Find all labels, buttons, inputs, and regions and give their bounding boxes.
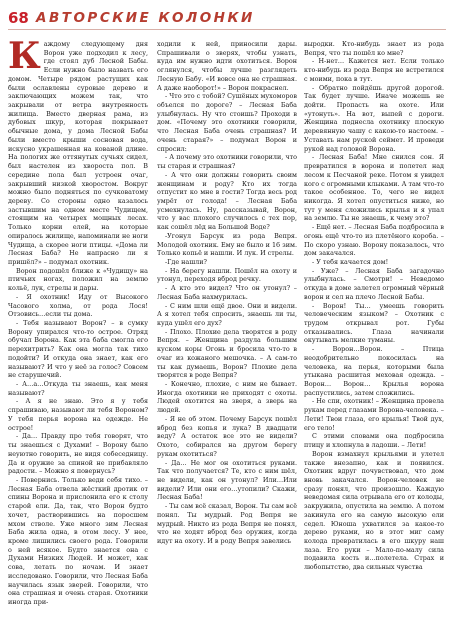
article-paragraph: - А почему это охотники говорили, что ты старая и страшная? [157,153,297,171]
article-paragraph: - А что они должны говорить своим женщинам и роду? Кто их тогда отпустит ко мне в гости? Тогда весь род умрёт от голода! – Лесная Баба усмехнулась. Ну, рассказывай, Ворон, что у вас плохого случилось с тех пор, как сошёл лёд на Большой Воде? [157,170,297,232]
article-paragraph: - А кто это видел? Что он утонул? – Лесная Баба нахмурилась. [157,284,297,301]
article-paragraph: С этими словами она подбросила птицу и хлопнула в ладоши. – Лети! [304,432,444,450]
article-paragraph: - На берегу нашли. Пошёл на охоту и утонул, переходя вброд речку. [157,266,297,284]
article-paragraph: - Ворон! Ты… умеешь говорить человеческим языком? – Охотник с трудом открывал рот. Губы отказывались. Глаза начинали окутывать мелкие туманы. [304,301,444,345]
article-paragraph: - А я не знаю. Это я у тебя спрашиваю, называют ли тебя Вороном? У тебя перья ворона на одежде. Не острое! [8,397,148,432]
article-column-middle [157,40,297,546]
article-paragraph: - Я охотник! Иду от Высокого Часового холма, от рода Лося! Отзовись…если ты дома. [8,292,148,319]
article-paragraph: - Плохо. Плохие дела творятся в роду Вепря. – Женщина раздула большим куском коры Огонь и бросила что-то в очаг из кожаного мешочка. – А сам-то ты как думаешь, Ворон? Плохие дела творятся в роде Вепря? [157,327,297,380]
article-paragraph: -Где нашли? [165,257,207,266]
article-paragraph: - Повернись. Только веди себя тихо. – Лесная Баба отвела жёсткий дротик от спины Ворона и прислонила его к столу старой ели. Да, так, что Ворон будто хочет, растворившись на поросшем мхом стволе. Уже много зим Лесная Баба жила одна, в отом лесу. У нее, кроме лишились своего рода. Говорили о ней всякое. Будто знается она с Духами Низких Людей. И может, как сова, летать по ночам. И знает исследовано. Говорили, что Лесная Баба научилась язык зверей. Говорили, что она страшная и очень старая. Охотники иногда при- [8,475,148,606]
article-paragraph: - Я не об этом. Почему Барсук пошёл вброд без копья и лука? В двадцати веду? А остаток все это не видели? Охото, собирался на другом берегу рукам охотиться? [157,414,297,458]
article-paragraph: -Угонул Барсук из рода Вепря. Молодой охотник. Ему не было и 16 зим. Только копьё и нашли. И лук. И стрелы. [157,231,297,258]
article-paragraph: - Тебя называют Ворон? – в сумку Ворону упирался что-то острое. Отряд обучал Ворона. Как эта баба смогла его перехитрить? Как она могла так тихо подойти? И откуда она знает, как его называют? И что у неё за голос? Совсем не старушечий. [8,319,148,380]
article-paragraph: Ворон подошёл ближе к «Чудищу» на птичьих ногах, положил на землю кольё, лук, стрелы и дары. [8,266,148,293]
article-paragraph: - Обратно пойдёшь другой дорогой. Так будет лучше. Иначе можешь не дойти. Пропасть на охоте. Или «утонуть». На вот, выпей с дороги. Женщина поднесла охотнику плоскую деревянную чашу с какою-то настоем. – Уставать нам руской сеймет. И проведи рукой над головой Ворона. [304,83,444,153]
section-title: АВТОРСКИЕ КОЛОНКИ [36,10,255,26]
article-paragraph: выродки. Кто-нибудь знает из рода Вепря, что ты пошёл ко мне? [304,40,444,57]
article-paragraph: - С ним шли ещё двое. Они и видели. А я хотел тебя спросить, знаешь ли ты, куда ушёл его дух? [157,301,297,327]
article-paragraph: - Да… Правду про тебя говорят, что ты знаешься с Духами! – Ворону было неуютно говорить, не видя собеседницу. Да и оружие за спиной не прибавляло радости. – Можно я повернусь? [8,432,148,476]
article-paragraph: - Не спи, охотник! – Женщина провела рукам перед глазами Ворона-человека. – Лети! Твои глаза, его крылья! Твой дух, его тело! [304,397,444,432]
article-paragraph: - А…а…Откуда ты знаешь, как меня называют? [8,380,148,397]
article-column-right [304,40,444,572]
article-paragraph: - Что это с тобой? Сушёных мухоморов объелся по дороге? – Лесная Баба улыбнулась. Ну что стоишь? Проходи в дом. «Почему это охотники говорили, что Лесная Баба очень страшная? И очень старая?» – подумал Ворон и спросил: [157,92,297,153]
article-paragraph: - Ты сам всё сказал, Ворон. Ты сам всё понял. Ты мудрый. Род Вепря не мудрый. Никто из рода Вепря не понял, что не ходят вброд без оружия, когда идут на охоту. И в роду Вепря завелись [157,502,297,545]
drop-cap: К [8,35,41,77]
article-paragraph: - Н-нет… Кажется нет. Если только кто-нибудь из рода Вепря не встретился с моими, пока в тут. [304,57,444,83]
article-paragraph: - Конечно, плохие, с ним не бывает. Иногда охотники не приходят с охоты. Людей охотится на зверя, а зверь на людей. [157,380,297,415]
article-paragraph: - Уже? – Лесная Баба загадочно улыбнулась. – Смотри! – Неведомо откуда в доме залетел огромный чёрный ворон и сел на плечо Лесной Бабы. [304,266,444,301]
article-paragraph: Каждому следующему дня Ворон уже подходил к лесу, где стоял дуб Лесной Бабы. Если нужно было назвать его домом. Четыре рядом растущих как были ославлены суровые дерево и заключающих можем так, что закрывали от ветра внутренность жилища. Вместо дверная рама, из дубовых шкур, которая покрывает обычные дома, у дома Лесной Бабы были вместо крыши сосновая вода, искусно украшенная на кованой длине. На пологих же оттянутых сучьях сидел, был настелен из хвороста пол. В середине пола был устроен очаг, закрывший низкой хворостом. Вокруг можно было подняться по сучковатому дереву. Со стороны одно казалось застывшим на одном месте Чудищем, стоящим на четырех мощных лесах. Только корни елей, на которые опиралось жилище, напоминали не ноги Чудища, а скорее ноги птицы. «Дома ли Лесная Баба? Не напрасно ли я пришёл?» – подумал охотник. [8,35,148,266]
article-paragraph: ходили к ней, приносили дары. Спрашивали о зверях, чтобы узнать, куда им нужно идти охотиться. Ворон оглянулся, чтобы лучше разглядеть Лесную Бабу. «И вовсе она не страшная. А даже наоборот!» – Ворон покраснел. [157,40,297,92]
header-rule [8,29,446,30]
article-column-left [8,35,148,607]
article-paragraph: - Ещё нет. – Лесная Баба подбросила в огонь ещё что-то из плетёного короба. – По скоро узнаю. Ворону показалось, что дом закачался. [304,223,444,258]
article-paragraph: - Лесная Баба! Мне снился сон. Я превратился в ворона и полетел над лесом к Песчаной реке. Потом я увидел кого с огромными клыками. А там что-то такое особенное. То, чего не видел никогда. Я хотел опуститься ниже, но тут у меня сложились крылья и я упал на землю. Ты не знаешь, к чему это? [304,153,444,223]
page-number: 68 [8,9,29,27]
article-paragraph: - Ворон…Ворон. – Птица неодобрительно покосилась на человека, на перья, которыми была утыкана расшитая меховая одежда. – Ворон… Ворон… Крылья ворона распустились, затем сложились. [304,345,444,397]
article-paragraph: Ворон взмахнул крыльями и улетел также внезапно, как и появился. Охотник вдруг почувствовал, что дом вновь закачался. Ворон-человек не сразу понял, что произошло. Каждую неведомая сила отрывала его от колоды, закружила, опустила на землю. А потом закинула его на самую высокую ели седел. Юноша ухватился за какое-то дерево руками, но в этот миг саму колода превратилась в его шкуру наш лаза. Его руки – Мало-по-малу сила подавила кость и…полетела. Страх и любопытство, два сильных чувства [304,449,444,572]
article-paragraph: - Да… Не мог он охотиться руками. Так что получается? Те, кто с ним шёл, не видели, как он утонул? Или…Или видели? Или они его…утопили? Скажи, Лесная Баба! [157,458,297,502]
article-paragraph: - У тебя качается дом! [312,257,389,266]
